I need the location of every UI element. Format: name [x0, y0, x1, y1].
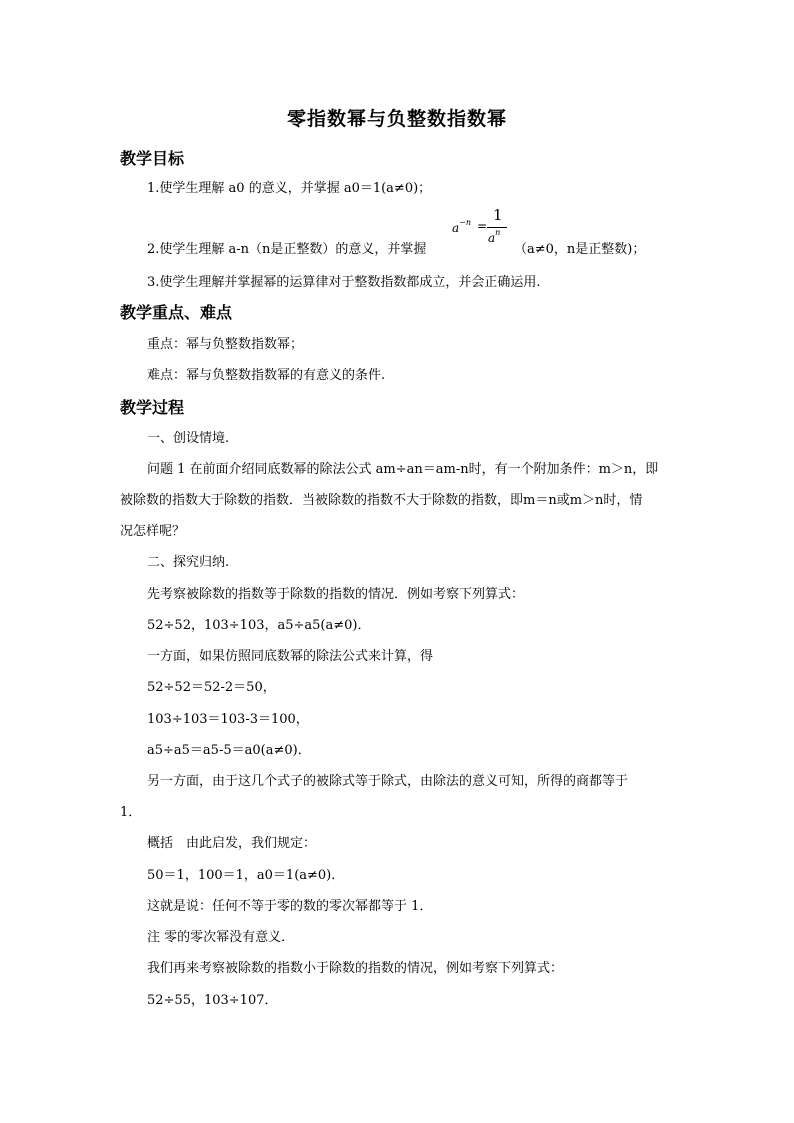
- process-line: 一、创设情境.: [147, 431, 230, 446]
- process-line: 问题 1 在前面介绍同底数幂的除法公式 am÷an＝am-n时，有一个附加条件：m＞n，即: [147, 462, 659, 477]
- process-line: 103÷103＝103-3＝100，: [147, 712, 309, 727]
- process-line: 52÷52，103÷103，a5÷a5(a≠0)．: [147, 618, 371, 633]
- negative-exponent-formula: [452, 206, 510, 254]
- goal-item-2-pre: 2.使学生理解 a-n（n是正整数）的意义，并掌握: [147, 242, 427, 257]
- goal-item-2-post: （a≠0，n是正整数)；: [514, 242, 646, 257]
- process-line: 另一方面，由于这几个式子的被除式等于除式，由除法的意义可知，所得的商都等于: [147, 774, 629, 789]
- process-line: 况怎样呢？: [120, 524, 186, 539]
- process-line: 被除数的指数大于除数的指数．当被除数的指数不大于除数的指数，即m＝n或m＞n时，情: [120, 493, 643, 508]
- key-point: 重点：幂与负整数指数幂；: [147, 337, 304, 352]
- process-line: 52÷55，103÷107．: [147, 993, 278, 1008]
- process-line: 二、探究归纳.: [147, 555, 230, 570]
- process-line: 先考察被除数的指数等于除数的指数的情况．例如考察下列算式：: [147, 587, 525, 602]
- process-line: 我们再来考察被除数的指数小于除数的指数的情况，例如考察下列算式：: [147, 961, 564, 976]
- process-line: 50＝1，100＝1，a0＝1(a≠0)．: [147, 868, 345, 883]
- formula-lhs: $a^{-n}$: [452, 218, 472, 235]
- page-title: 零指数幂与负整数指数幂: [286, 108, 507, 130]
- formula-numerator: 1: [493, 206, 503, 224]
- process-line: 1．: [120, 805, 142, 820]
- formula-denominator: $a^n$: [488, 228, 501, 245]
- section-heading-process: 教学过程: [120, 398, 185, 417]
- process-line: 这就是说：任何不等于零的数的零次幂都等于 1．: [147, 899, 433, 914]
- difficult-point: 难点：幂与负整数指数幂的有意义的条件.: [147, 368, 386, 383]
- process-line: 注 零的零次幂没有意义．: [147, 930, 295, 945]
- section-heading-goals: 教学目标: [120, 149, 185, 168]
- goal-item-3: 3.使学生理解并掌握幂的运算律对于整数指数都成立，并会正确运用.: [147, 275, 541, 290]
- process-line: 概括 由此启发，我们规定：: [147, 836, 317, 851]
- section-heading-key-points: 教学重点、难点: [120, 303, 233, 322]
- process-line: a5÷a5＝a5-5＝a0(a≠0)．: [147, 743, 311, 758]
- process-line: 一方面，如果仿照同底数幂的除法公式来计算，得: [147, 649, 434, 664]
- goal-item-1: 1.使学生理解 a0 的意义，并掌握 a0＝1(a≠0)；: [147, 181, 432, 196]
- formula-equals: =: [477, 219, 488, 233]
- process-line: 52÷52＝52-2＝50，: [147, 680, 276, 695]
